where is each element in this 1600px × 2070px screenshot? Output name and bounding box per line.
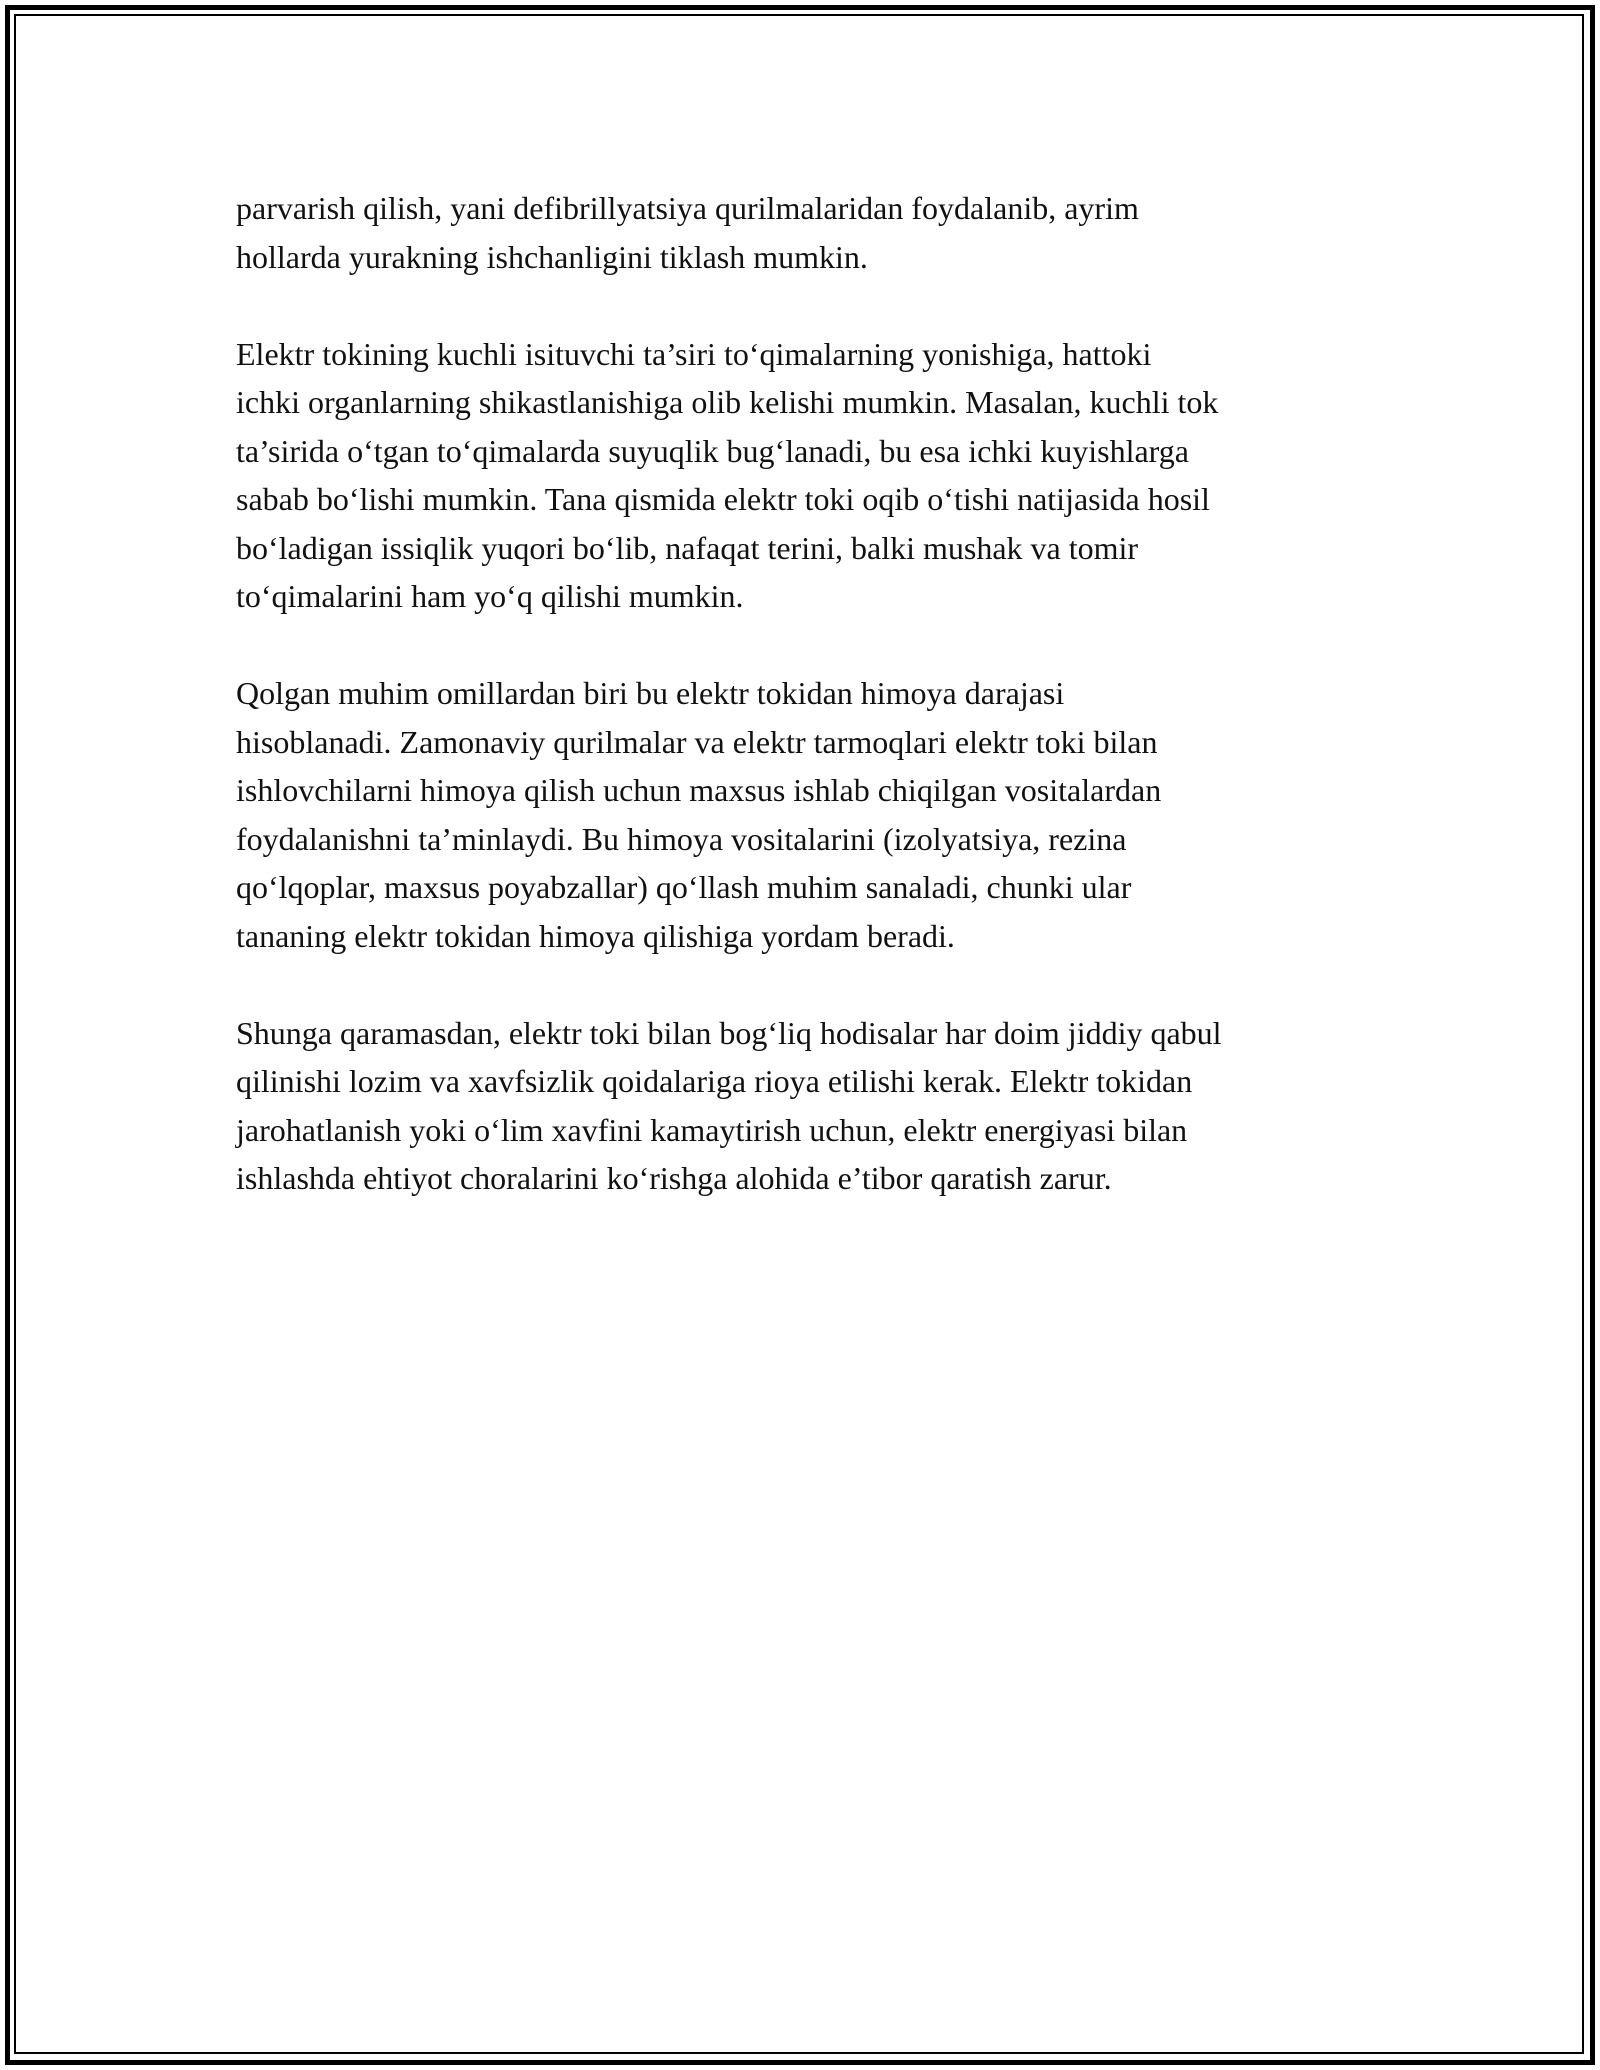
text-line: Shunga qaramasdan, elektr toki bilan bog‘liq hodisalar har doim jiddiy qabul (236, 1014, 1222, 1051)
text-line: jarohatlanish yoki o‘lim xavfini kamaytirish uchun, elektr energiyasi bilan (236, 1111, 1188, 1148)
paragraph-2 (236, 330, 1386, 621)
text-line: hollarda yurakning ishchanligini tiklash mumkin. (236, 238, 868, 275)
text-line: qo‘lqoplar, maxsus poyabzallar) qo‘llash muhim sanaladi, chunki ular (236, 869, 1132, 905)
text-line: tananing elektr tokidan himoya qilishiga yordam beradi. (236, 917, 955, 954)
document-body (236, 184, 1386, 1251)
text-line: foydalanishni ta’minlaydi. Bu himoya vositalarini (izolyatsiya, rezina (236, 820, 1127, 857)
text-line: hisoblanadi. Zamonaviy qurilmalar va elektr tarmoqlari elektr toki bilan (236, 723, 1158, 760)
text-line: ichki organlarning shikastlanishiga olib kelishi mumkin. Masalan, kuchli tok (236, 384, 1219, 420)
text-line: to‘qimalarini ham yo‘q qilishi mumkin. (236, 578, 744, 614)
text-line: parvarish qilish, yani defibrillyatsiya qurilmalaridan foydalanib, ayrim (236, 190, 1139, 226)
paragraph-3 (236, 669, 1386, 960)
text-line: bo‘ladigan issiqlik yuqori bo‘lib, nafaqat terini, balki mushak va tomir (236, 529, 1139, 566)
text-line: qilinishi lozim va xavfsizlik qoidalariga rioya etilishi kerak. Elektr tokidan (236, 1063, 1193, 1099)
text-line: Elektr tokining kuchli isituvchi ta’siri to‘qimalarning yonishiga, hattoki (236, 335, 1152, 372)
paragraph-1 (236, 184, 1386, 281)
text-line: ishlashda ehtiyot choralarini ko‘rishga alohida e’tibor qaratish zarur. (236, 1160, 1112, 1196)
text-line: ta’sirida o‘tgan to‘qimalarda suyuqlik bug‘lanadi, bu esa ichki kuyishlarga (236, 432, 1189, 469)
text-line: sabab bo‘lishi mumkin. Tana qismida elektr toki oqib o‘tishi natijasida hosil (236, 481, 1210, 517)
text-line: Qolgan muhim omillardan biri bu elektr tokidan himoya darajasi (236, 675, 1065, 711)
paragraph-4 (236, 1009, 1386, 1203)
text-line: ishlovchilarni himoya qilish uchun maxsus ishlab chiqilgan vositalardan (236, 772, 1162, 808)
